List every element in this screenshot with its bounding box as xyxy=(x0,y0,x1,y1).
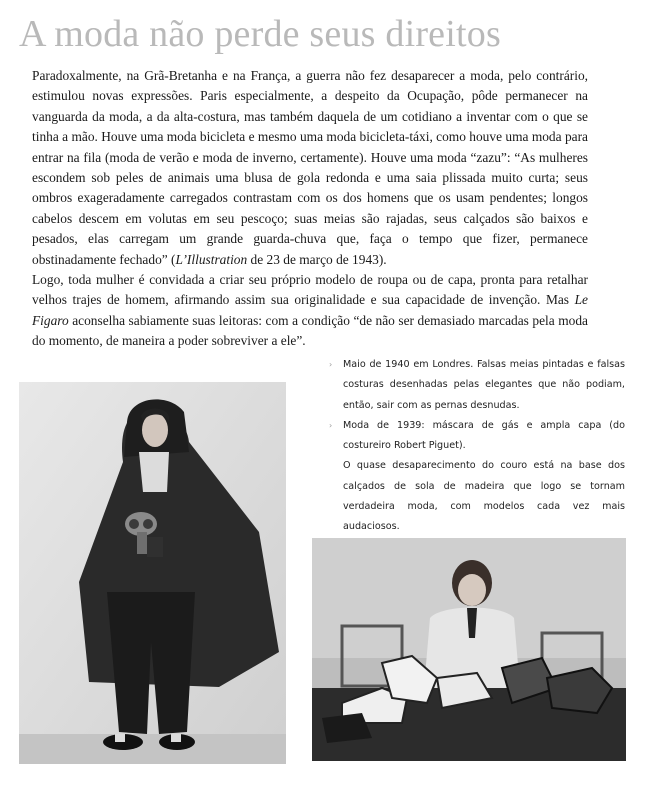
paragraph-2-text: Logo, toda mulher é convidada a criar seu próprio modelo de roupa ou de capa, pronta para retalhar velhos trajes de homem, afirmando assim sua originalidade e sua capacidade de invenção. Mas xyxy=(32,272,588,308)
caption-3 xyxy=(343,456,625,537)
caption-1 xyxy=(329,355,625,416)
bullet-icon: › xyxy=(329,420,333,430)
woman-painting-shoes-photo xyxy=(312,538,626,761)
caption-3-text: O quase desaparecimento do couro está na base dos calçados de sola de madeira que logo se tornam verdadeira moda, com modelos cada vez mais audaciosos. xyxy=(343,460,625,533)
paragraph-2 xyxy=(32,270,588,352)
woman-gas-mask-cape-photo xyxy=(19,382,286,764)
caption-2-text: Moda de 1939: máscara de gás e ampla capa (do costureiro Robert Piguet). xyxy=(343,419,625,452)
publication-name: L’Illustration xyxy=(175,251,248,267)
bullet-icon: › xyxy=(329,360,333,369)
paragraph-2-end: aconselha sabiamente suas leitoras: com a condição “de não ser demasiado marcadas pela moda do momento, de maneira a poder sobreviver a ele”. xyxy=(32,312,588,349)
caption-2 xyxy=(329,416,625,457)
page-title: A moda não perde seus direitos xyxy=(19,13,501,55)
photo-captions xyxy=(329,355,625,538)
paragraph-1 xyxy=(32,66,588,270)
paragraph-1-text: Paradoxalmente, na Grã-Bretanha e na França, a guerra não fez desaparecer a moda, pelo contrário, estimulou novas expressões. Paris especialmente, a despeito da Ocupação, pôde permanecer na vanguarda da moda, a da alta-costura, mas também daquela de um cotidiano a inventar com o que se tinha a mão. Houve uma moda bicicleta e mesmo uma moda bicicleta-táxi, como houve uma moda para entrar na fila (moda de verão e moda de inverno, certamente). Houve uma moda “zazu”: “As mulheres escondem sob peles de animais uma blusa de gola redonda e uma saia plissada muito curta; seus ombros exageradamente carregados contrastam com os dos homens que os usam pendentes; longos cabelos descem em volutas em seu pescoço; suas meias são rajadas, seus calçados são baixos e pesados, elas carregam um grande guarda-chuva que, faça o tempo que fizer, permanece obstinadamente fechado” ( xyxy=(32,68,588,267)
article-body xyxy=(32,66,588,352)
paragraph-1-end: de 23 de março de 1943). xyxy=(247,251,387,267)
caption-1-text: Maio de 1940 em Londres. Falsas meias pintadas e falsas costuras desenhadas pelas elegantes que não podiam, então, sair com as pernas desnudas. xyxy=(343,359,625,411)
publication-name-2: Le Figaro xyxy=(32,292,588,328)
